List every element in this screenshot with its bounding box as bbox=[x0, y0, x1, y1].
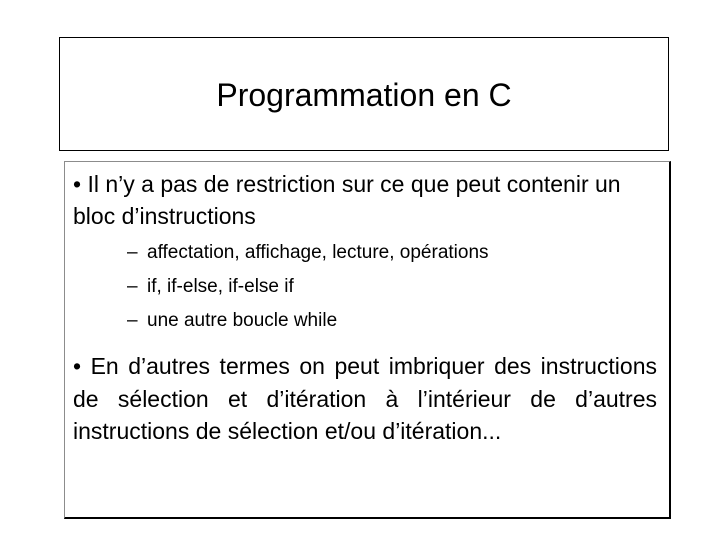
dash-icon: – bbox=[127, 276, 138, 297]
dash-icon: – bbox=[127, 242, 138, 263]
sub-item-text: une autre boucle while bbox=[147, 310, 338, 331]
slide-title: Programmation en C bbox=[216, 77, 512, 113]
dash-icon: – bbox=[127, 310, 138, 331]
sub-list bbox=[127, 236, 647, 338]
title-box bbox=[59, 37, 669, 151]
list-item bbox=[127, 304, 647, 338]
bullet-icon: • bbox=[73, 171, 82, 197]
bullet-paragraph-2 bbox=[73, 350, 657, 448]
list-item bbox=[127, 236, 647, 270]
sub-item-text: if, if-else, if-else if bbox=[147, 276, 294, 297]
bullet-text-1: Il n’y a pas de restriction sur ce que peut contenir un bloc d’instructions bbox=[73, 171, 621, 229]
bullet-icon: • bbox=[73, 353, 82, 379]
sub-item-text: affectation, affichage, lecture, opérations bbox=[147, 242, 489, 263]
bullet-text-2: En d’autres termes on peut imbriquer des instructions de sélection et d’itération à l’intérieur de d’autres instructions de sélection et/ou d’itération... bbox=[73, 353, 657, 444]
bullet-paragraph-1 bbox=[73, 168, 658, 232]
list-item bbox=[127, 270, 647, 304]
content-box bbox=[64, 161, 671, 519]
